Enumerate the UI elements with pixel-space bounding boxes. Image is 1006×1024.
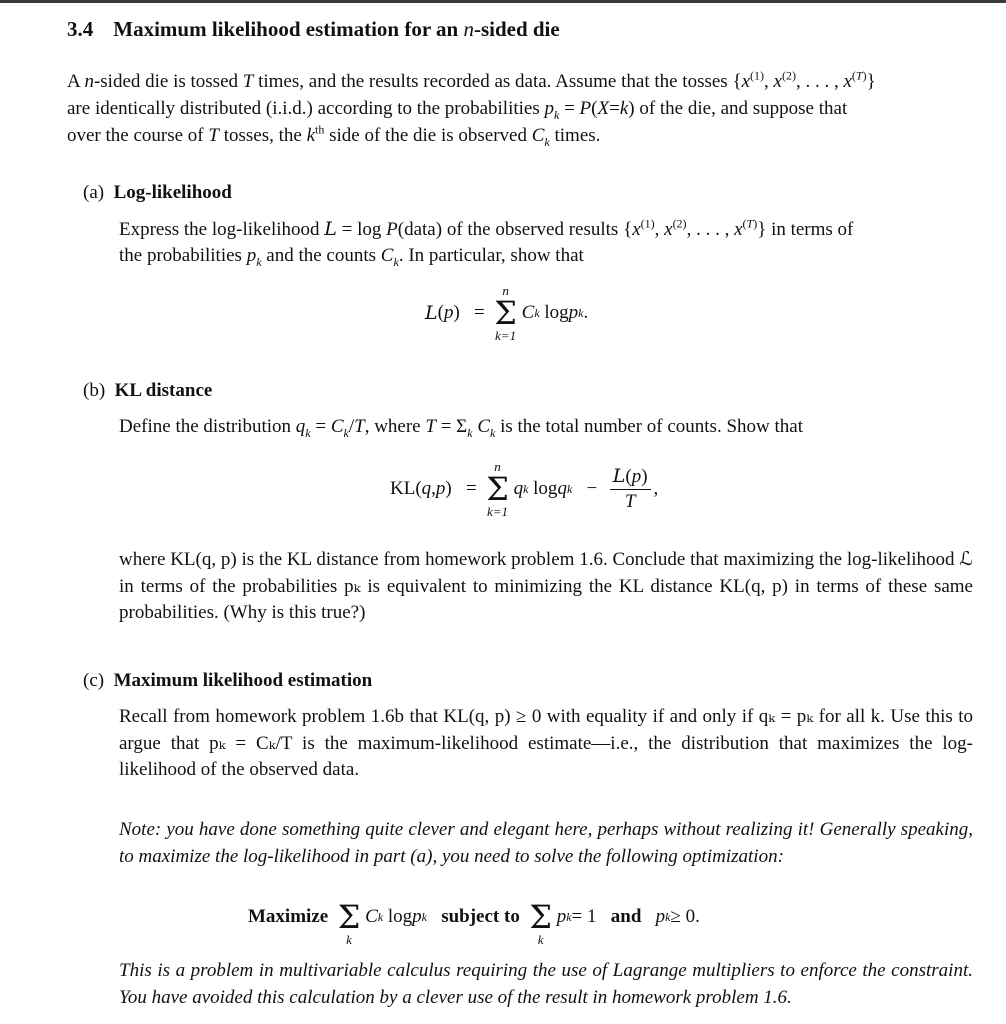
part-b-heading: (b) KL distance [83,380,213,401]
note-paragraph-1: Note: you have done something quite clever and elegant here, perhaps without realizing it! Generally speaking, to maximize the log-likelihood in part (a), you need to solve the following optimization: [119,819,973,867]
part-c-paragraph: Recall from homework problem 1.6b that KL(q, p) ≥ 0 with equality if and only if qₖ = pₖ for all k. Use this to argue that pₖ = Cₖ/T is the maximum-likelihood estimate—i.e., the distribution that maximizes the log-likelihood of the observed data. [119,706,973,780]
note-paragraph-2: This is a problem in multivariable calculus requiring the use of Lagrange multipliers to enforce the constraint. You have avoided this calculation by a clever use of the result in homework problem 1.6. [119,960,973,1008]
section-title-text: Maximum likelihood estimation for an [113,17,464,41]
part-b-line-1: Define the distribution $q_k = C_k/T$, where $T = \Sigma_k$ $C_k$ is the total number of counts. Show that [119,416,803,440]
optimization-equation: Maximize Σ k C k log p k subject to Σ k p k = 1 and p k ≥ 0. [248,898,700,947]
part-a-line-2: the probabilities $p_k$ and the counts $C_k$. In particular, show that [119,245,584,269]
title-variable: n [463,17,474,41]
and-label: and [610,906,642,927]
intro-line-1: A n-sided die is tossed T times, and the results recorded as data. Assume that the tosses {$x^{(1)}$, $x^{(2)}$, . . . , $x^{(T)}$} [67,68,876,92]
section-title-suffix: -sided die [473,17,560,41]
part-a-line-1: Express the log-likelihood L = log P(data) of the observed results {$x^{(1)}$, $x^{(2)}$, . . . , $x^{(T)}$} in terms of [119,216,854,240]
part-c-heading: (c) Maximum likelihood estimation [83,670,373,691]
equation-log-likelihood: L ( p ) = n Σ k=1 C k log p k . [425,283,589,343]
section-number: 3.4 [67,17,94,41]
equation-kl: KL( q , p ) = n Σ k=1 q k log q k − $\frac{L(p)}{T}$ , [390,459,659,519]
subject-to-label: subject to [441,906,520,927]
maximize-label: Maximize [248,906,329,927]
intro-line-2: are identically distributed (i.i.d.) according to the probabilities $p_k = P(X=k)$ of the die, and suppose that [67,98,848,122]
part-a-heading: (a) Log-likelihood [83,182,232,203]
part-b-paragraph: where KL(q, p) is the KL distance from homework problem 1.6. Conclude that maximizing the log-likelihood ℒ in terms of the probabilities pₖ is equivalent to minimizing the KL distance KL(q, p) in terms of these same probabilities. (Why is this true?) [119,549,973,623]
top-rule [0,0,1006,3]
intro-line-3: over the course of T tosses, the $k^{th}$ side of the die is observed $C_k$ times. [67,122,601,149]
section-title [67,17,560,42]
